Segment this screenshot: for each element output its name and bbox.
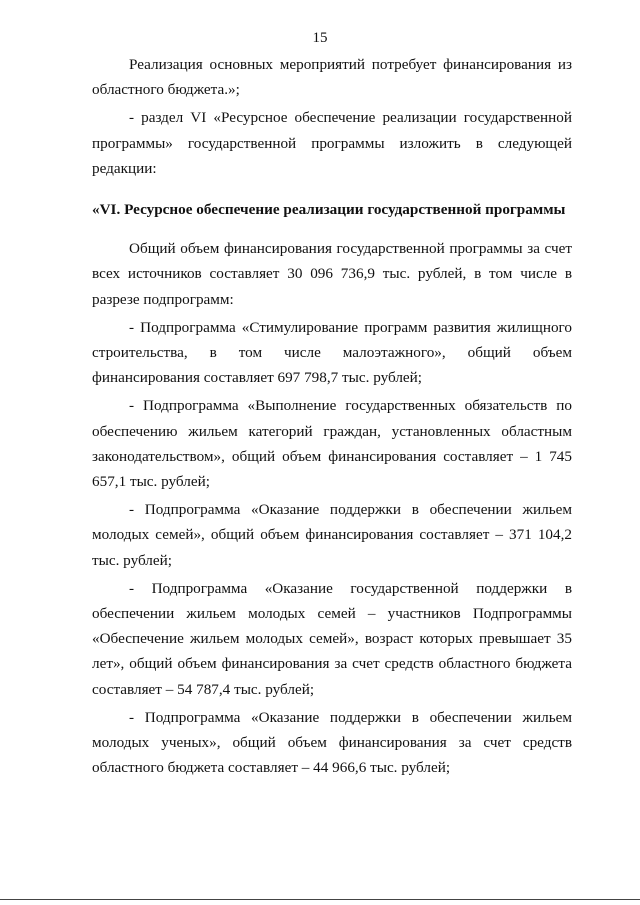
paragraph-subprogram-housing-construction: - Подпрограмма «Стимулирование программ развития жилищного строительства, в том числе малоэтажного», общий объем финансирования составляет 697 798,7 тыс. рублей; (92, 318, 572, 387)
section-heading: «VI. Ресурсное обеспечение реализации государственной программы (92, 201, 566, 219)
paragraph-total-funding: Общий объем финансирования государственной программы за счет всех источников составляет 30 096 736,9 тыс. рублей, в том числе в разрезе подпрограмм: (92, 240, 572, 308)
paragraph-subprogram-state-obligations: - Подпрограмма «Выполнение государственных обязательств по обеспечению жильем категорий граждан, установленных областным законодательством», общий объем финансирования составляет – 1 745 657,1 тыс. рублей; (92, 397, 572, 491)
paragraph-funding-source: Реализация основных мероприятий потребует финансирования из областного бюджета.»; (92, 56, 572, 99)
paragraph-section-vi-amendment: - раздел VI «Ресурсное обеспечение реализации государственной программы» государственной программы изложить в следующей редакции: (92, 109, 572, 177)
paragraph-subprogram-young-scientists: - Подпрограмма «Оказание поддержки в обеспечении жильем молодых ученых», общий объем финансирования за счет средств областного бюджета составляет – 44 966,6 тыс. рублей; (92, 708, 572, 777)
paragraph-subprogram-young-families: - Подпрограмма «Оказание поддержки в обеспечении жильем молодых семей», общий объем финансирования составляет – 371 104,2 тыс. рублей; (92, 501, 572, 569)
page-number: 15 (312, 30, 328, 46)
bottom-edge-line (0, 899, 640, 900)
paragraph-subprogram-young-families-over-35: - Подпрограмма «Оказание государственной поддержки в обеспечении жильем молодых семей – участников Подпрограммы «Обеспечение жильем молодых семей», возраст которых превышает 35 лет», общий объем финансирования за счет средств областного бюджета составляет – 54 787,4 тыс. рублей; (92, 579, 572, 698)
document-body (92, 52, 572, 783)
